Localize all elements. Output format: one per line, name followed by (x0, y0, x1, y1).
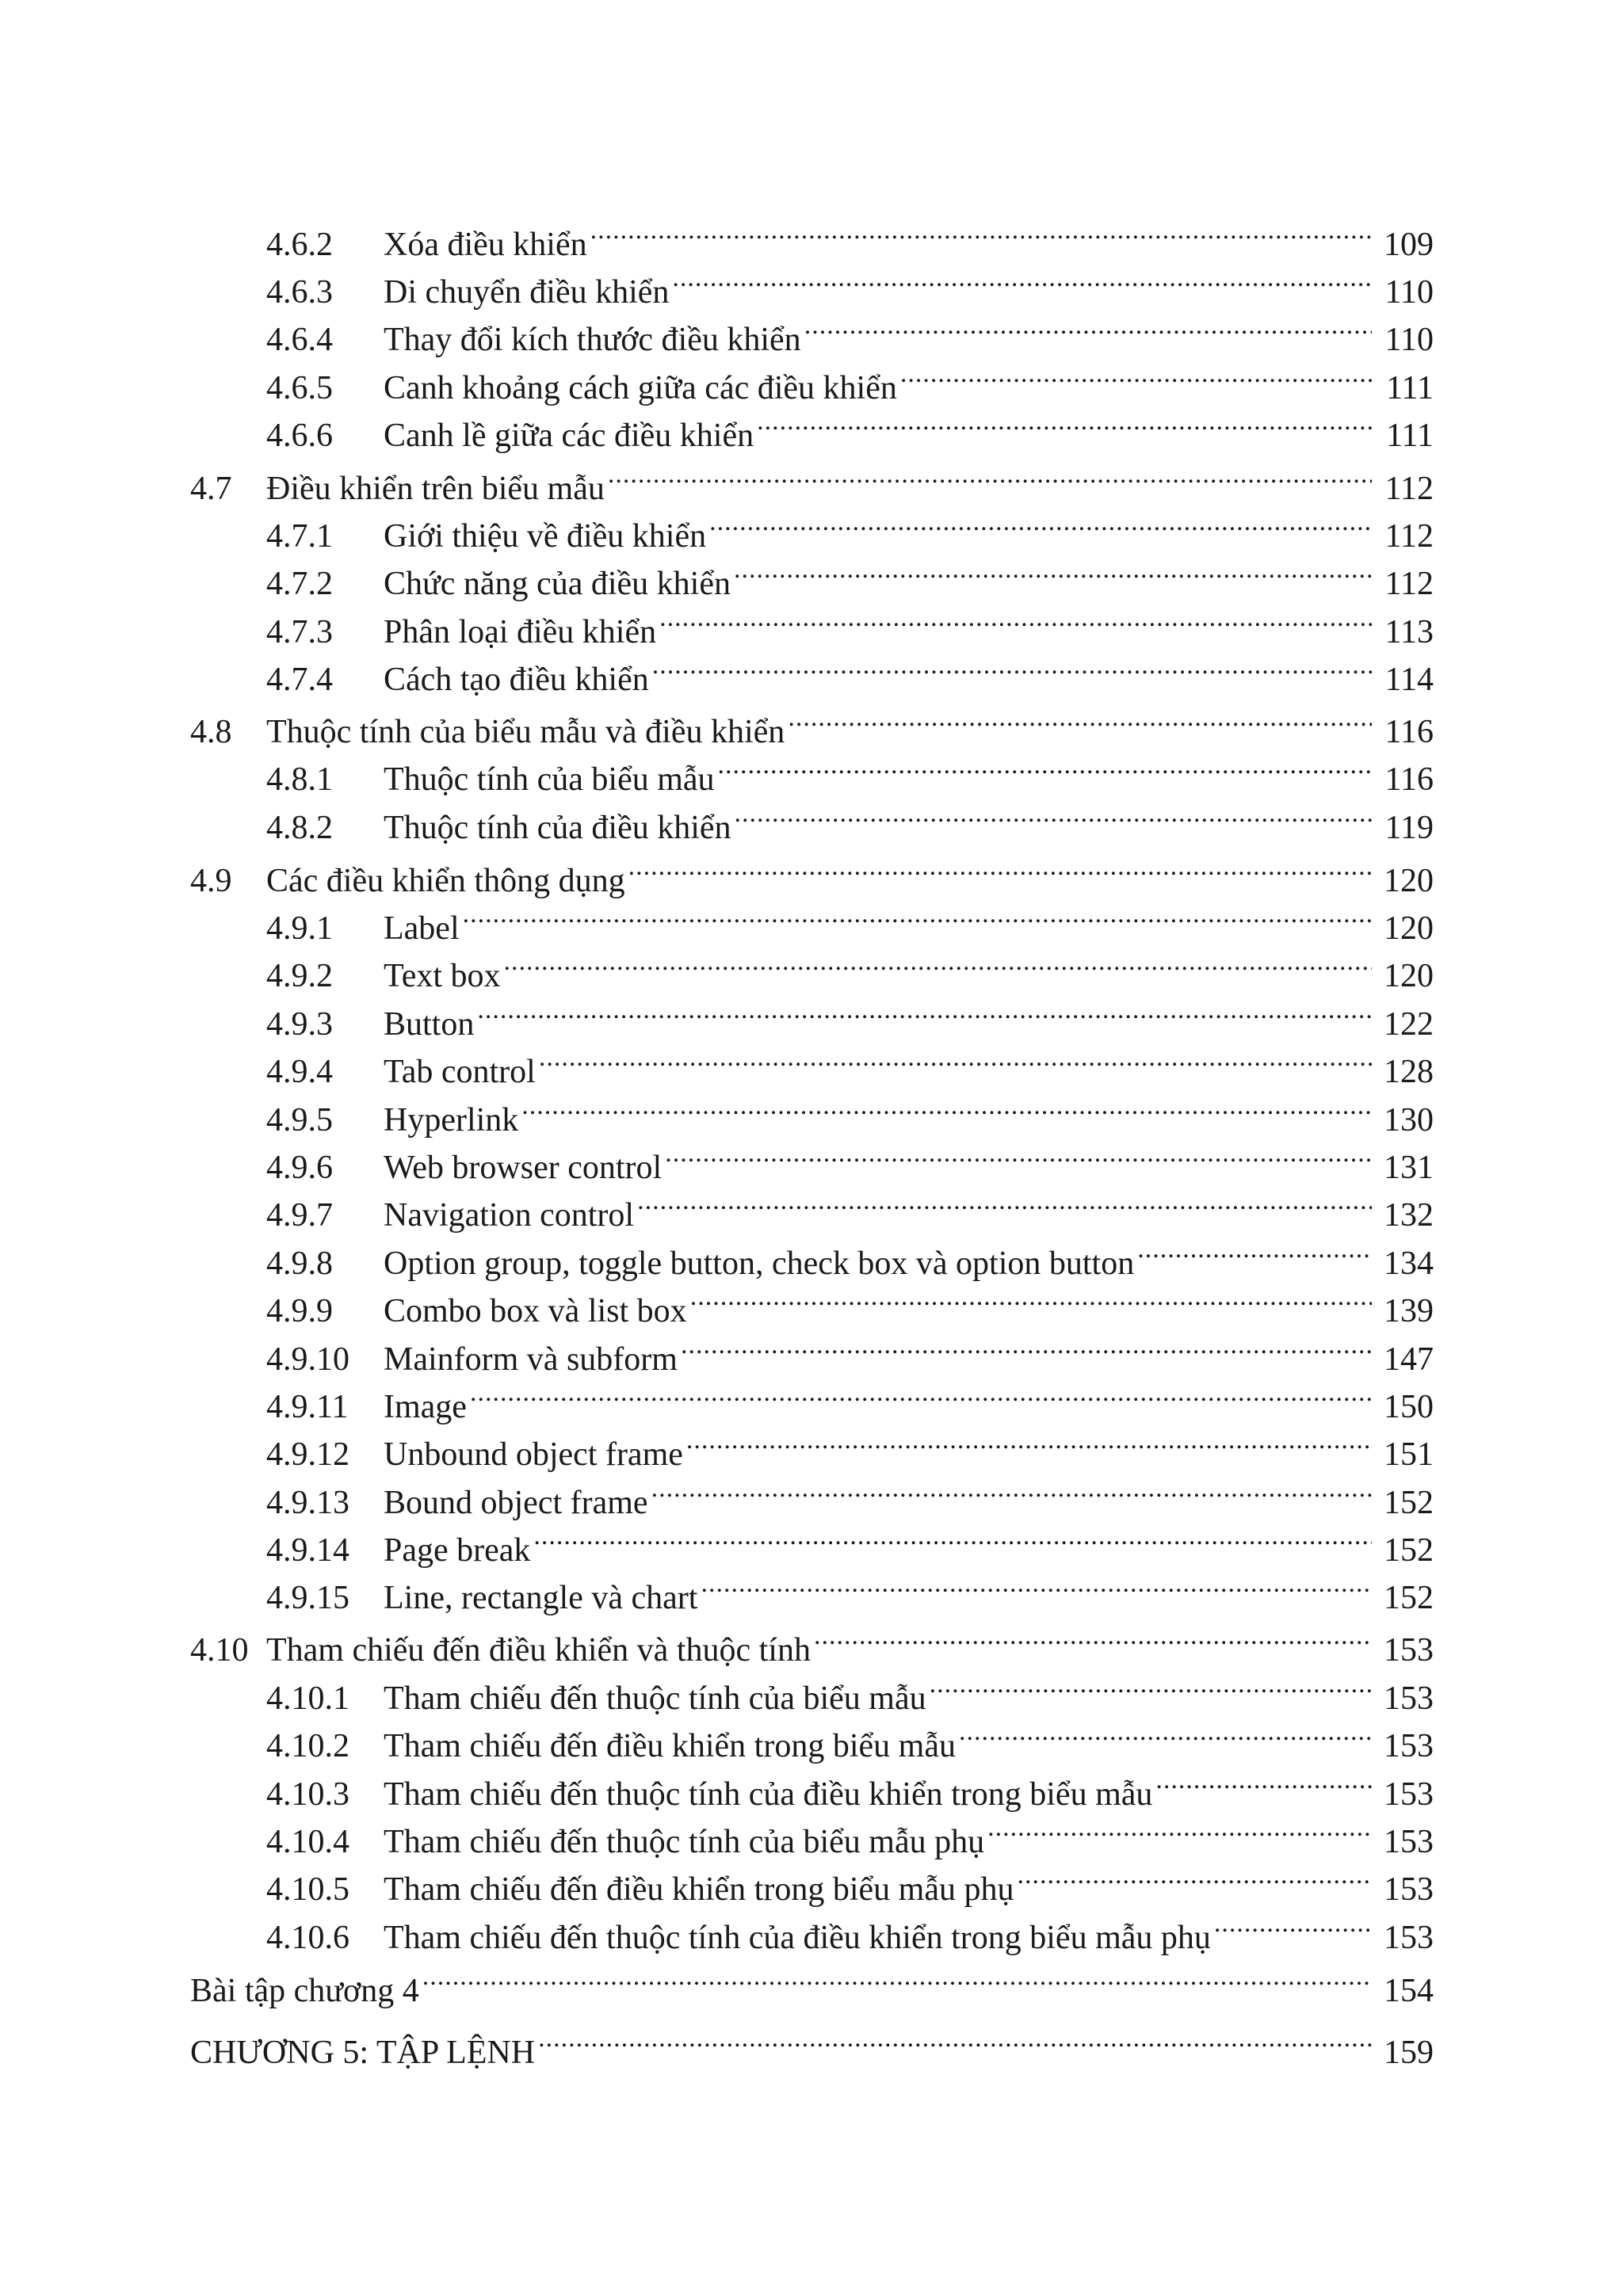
toc-dot-leader (690, 1274, 1372, 1322)
toc-dot-leader (1214, 1901, 1372, 1948)
toc-entry-page-number: 152 (1384, 1532, 1434, 1569)
toc-entry (266, 547, 1434, 602)
toc-entry-number: 4.9 (190, 863, 232, 899)
toc-entry-number: 4.9.5 (266, 1102, 333, 1138)
toc-entry-number: 4.8.1 (266, 761, 333, 798)
toc-entry-page-number: 109 (1384, 227, 1434, 263)
toc-entry-number: 4.9.13 (266, 1485, 349, 1521)
toc-entry-title: Line, rectangle và chart (384, 1580, 698, 1616)
toc-entry-page-number: 119 (1384, 810, 1434, 846)
toc-dot-leader (1137, 1226, 1372, 1274)
toc-dot-leader (757, 399, 1372, 446)
toc-dot-leader (651, 1466, 1372, 1513)
toc-entry-number: 4.6.3 (266, 274, 333, 311)
toc-entry-title: Navigation control (384, 1197, 635, 1234)
toc-entry (266, 1561, 1434, 1616)
toc-dot-leader (628, 844, 1372, 891)
toc-entry-number: 4.7.3 (266, 614, 333, 650)
toc-entry-title: Thuộc tính của điều khiển (384, 810, 731, 846)
toc-entry-page-number: 139 (1384, 1293, 1434, 1329)
toc-entry-title: Option group, toggle button, check box và option button (384, 1245, 1135, 1282)
toc-entry-title: Canh khoảng cách giữa các điều khiển (384, 370, 897, 406)
toc-entry-page-number: 153 (1384, 1920, 1434, 1956)
toc-entry-number: 4.9.2 (266, 958, 333, 994)
toc-dot-leader (788, 695, 1372, 742)
toc-entry-title: Tham chiếu đến điều khiển và thuộc tính (266, 1632, 811, 1669)
toc-entry-page-number: 112 (1384, 566, 1434, 602)
toc-entry-page-number: 153 (1384, 1632, 1434, 1669)
toc-entry-title: Thuộc tính của biểu mẫu và điều khiển (266, 714, 785, 750)
toc-entry (266, 1757, 1434, 1813)
toc-entry-number: 4.8.2 (266, 810, 333, 846)
toc-dot-leader (422, 1954, 1372, 2001)
toc-dot-leader (987, 1805, 1372, 1852)
toc-entry-title: Label (384, 910, 460, 947)
toc-dot-leader (686, 1417, 1372, 1465)
toc-entry-number: 4.9.6 (266, 1150, 333, 1186)
toc-entry-number: 4.6.6 (266, 418, 333, 454)
toc-entry-page-number: 120 (1384, 910, 1434, 947)
toc-entry-page-number: 116 (1384, 714, 1434, 750)
toc-entry-title: Tham chiếu đến thuộc tính của biểu mẫu phụ (384, 1824, 985, 1860)
toc-entry (190, 695, 1434, 750)
toc-entry (266, 351, 1434, 406)
toc-entry-title: Text box (384, 958, 501, 994)
toc-entry (190, 1954, 1434, 2009)
toc-entry (190, 844, 1434, 899)
toc-entry-page-number: 113 (1384, 614, 1434, 650)
toc-entry-title: Bài tập chương 4 (190, 1973, 419, 2009)
toc-dot-leader (681, 1322, 1372, 1370)
toc-entry-page-number: 111 (1386, 418, 1434, 454)
toc-dot-leader (959, 1709, 1372, 1756)
toc-entry-number: 4.6.2 (266, 227, 333, 263)
toc-entry (266, 1901, 1434, 1956)
toc-entry (190, 452, 1434, 507)
toc-dot-leader (701, 1561, 1372, 1608)
toc-entry-title: Button (384, 1006, 475, 1043)
toc-entry-number: 4.9.3 (266, 1006, 333, 1043)
toc-entry-title: Tham chiếu đến điều khiển trong biểu mẫu (384, 1728, 956, 1764)
toc-entry (266, 1417, 1434, 1473)
toc-entry-page-number: 114 (1384, 662, 1434, 698)
toc-entry-number: 4.9.10 (266, 1341, 349, 1378)
toc-entry-title: Mainform và subform (384, 1341, 678, 1378)
toc-entry (266, 742, 1434, 798)
toc-entry (266, 1035, 1434, 1090)
toc-entry-title: Image (384, 1389, 467, 1425)
toc-entry-title: Phân loại điều khiển (384, 614, 657, 650)
toc-entry (266, 1226, 1434, 1282)
toc-entry-page-number: 153 (1384, 1776, 1434, 1813)
toc-entry-title: Canh lề giữa các điều khiển (384, 418, 754, 454)
toc-entry-page-number: 150 (1384, 1389, 1434, 1425)
toc-entry-title: Tham chiếu đến thuộc tính của biểu mẫu (384, 1680, 926, 1717)
toc-entry-page-number: 120 (1384, 958, 1434, 994)
toc-dot-leader (539, 1035, 1372, 1082)
toc-dot-leader (608, 452, 1372, 499)
toc-dot-leader (665, 1131, 1372, 1178)
toc-dot-leader (463, 891, 1372, 939)
toc-dot-leader (709, 499, 1372, 547)
toc-entry-page-number: 116 (1384, 761, 1434, 798)
toc-entry-number: 4.7.4 (266, 662, 333, 698)
toc-entry-number: 4.10.6 (266, 1920, 349, 1956)
toc-dot-leader (659, 595, 1372, 643)
toc-entry-title: Thuộc tính của biểu mẫu (384, 761, 715, 798)
toc-dot-leader (718, 742, 1372, 790)
toc-entry (266, 643, 1434, 698)
toc-entry-number: 4.9.1 (266, 910, 333, 947)
toc-entry-title: Combo box và list box (384, 1293, 687, 1329)
toc-entry-title: Các điều khiển thông dụng (266, 863, 625, 899)
toc-entry-number: 4.6.4 (266, 322, 333, 358)
toc-entry-title: Bound object frame (384, 1485, 648, 1521)
toc-entry-page-number: 111 (1386, 370, 1434, 406)
toc-entry (266, 1852, 1434, 1908)
toc-entry-page-number: 152 (1384, 1580, 1434, 1616)
toc-entry (266, 1805, 1434, 1860)
toc-entry (266, 891, 1434, 947)
toc-entry (190, 2016, 1434, 2071)
toc-entry (266, 1083, 1434, 1138)
toc-dot-leader (734, 547, 1372, 594)
toc-entry-page-number: 110 (1384, 322, 1434, 358)
toc-entry-page-number: 152 (1384, 1485, 1434, 1521)
toc-entry-page-number: 122 (1384, 1006, 1434, 1043)
toc-entry-number: 4.7.2 (266, 566, 333, 602)
toc-entry (266, 208, 1434, 263)
toc-dot-leader (521, 1083, 1372, 1131)
toc-entry (266, 1322, 1434, 1378)
toc-entry (266, 939, 1434, 994)
toc-entry (266, 399, 1434, 454)
toc-entry-title: Web browser control (384, 1150, 663, 1186)
toc-dot-leader (477, 987, 1372, 1035)
toc-entry-page-number: 153 (1384, 1824, 1434, 1860)
toc-entry-title: Hyperlink (384, 1102, 519, 1138)
toc-dot-leader (814, 1613, 1372, 1661)
toc-entry (266, 987, 1434, 1043)
toc-dot-leader (1017, 1852, 1372, 1900)
toc-entry-number: 4.9.12 (266, 1436, 349, 1473)
toc-entry (266, 1178, 1434, 1234)
toc-dot-leader (672, 255, 1372, 303)
toc-entry-page-number: 159 (1384, 2035, 1434, 2071)
toc-entry-number: 4.7 (190, 471, 232, 507)
toc-entry-title: Chức năng của điều khiển (384, 566, 731, 602)
toc-entry (266, 1131, 1434, 1186)
toc-entry-page-number: 134 (1384, 1245, 1434, 1282)
toc-entry-number: 4.10.2 (266, 1728, 349, 1764)
toc-entry-number: 4.10.4 (266, 1824, 349, 1860)
toc-dot-leader (470, 1370, 1372, 1417)
toc-entry-number: 4.9.15 (266, 1580, 349, 1616)
toc-entry-title: Tab control (384, 1054, 536, 1090)
toc-entry (266, 1661, 1434, 1717)
toc-entry (266, 1709, 1434, 1764)
toc-entry-page-number: 130 (1384, 1102, 1434, 1138)
toc-entry (266, 303, 1434, 358)
toc-entry-number: 4.7.1 (266, 518, 333, 555)
toc-entry-title: Cách tạo điều khiển (384, 662, 649, 698)
toc-entry-number: 4.9.9 (266, 1293, 333, 1329)
toc-entry-number: 4.9.7 (266, 1197, 333, 1234)
toc-dot-leader (804, 303, 1372, 350)
toc-entry-title: Di chuyển điều khiển (384, 274, 670, 311)
toc-entry (266, 595, 1434, 650)
toc-dot-leader (637, 1178, 1372, 1226)
toc-dot-leader (652, 643, 1372, 690)
toc-entry-page-number: 151 (1384, 1436, 1434, 1473)
toc-entry (266, 1513, 1434, 1569)
toc-entry-title: Xóa điều khiển (384, 227, 587, 263)
toc-entry-title: Unbound object frame (384, 1436, 683, 1473)
toc-entry-page-number: 153 (1384, 1728, 1434, 1764)
toc-entry (266, 1370, 1434, 1425)
toc-entry-number: 4.9.14 (266, 1532, 349, 1569)
toc-entry-title: Thay đổi kích thước điều khiển (384, 322, 801, 358)
toc-entry-title: Giới thiệu về điều khiển (384, 518, 707, 555)
toc-entry-number: 4.10.3 (266, 1776, 349, 1813)
toc-entry (266, 1466, 1434, 1521)
toc-entry (266, 255, 1434, 311)
toc-entry-title: Tham chiếu đến điều khiển trong biểu mẫu phụ (384, 1871, 1014, 1908)
toc-entry-page-number: 131 (1384, 1150, 1434, 1186)
toc-entry (266, 1274, 1434, 1329)
toc-dot-leader (538, 2016, 1372, 2063)
toc-entry-number: 4.8 (190, 714, 232, 750)
toc-entry-title: Page break (384, 1532, 531, 1569)
toc-entry-number: 4.10 (190, 1632, 249, 1669)
toc-entry-page-number: 153 (1384, 1680, 1434, 1717)
toc-entry-number: 4.9.4 (266, 1054, 333, 1090)
toc-entry-page-number: 154 (1384, 1973, 1434, 2009)
toc-entry-page-number: 153 (1384, 1871, 1434, 1908)
toc-entry-title: CHƯƠNG 5: TẬP LỆNH (190, 2035, 536, 2071)
toc-entry-page-number: 110 (1384, 274, 1434, 311)
toc-dot-leader (930, 1661, 1372, 1709)
toc-entry-page-number: 132 (1384, 1197, 1434, 1234)
toc-entry (266, 499, 1434, 555)
toc-entry-page-number: 112 (1384, 518, 1434, 555)
toc-entry-page-number: 147 (1384, 1341, 1434, 1378)
toc-entry-title: Điều khiển trên biểu mẫu (266, 471, 605, 507)
toc-entry-title: Tham chiếu đến thuộc tính của điều khiển trong biểu mẫu (384, 1776, 1153, 1813)
toc-entry-number: 4.9.11 (266, 1389, 349, 1425)
toc-entry-number: 4.6.5 (266, 370, 333, 406)
toc-entry (266, 791, 1434, 846)
toc-entry-title: Tham chiếu đến thuộc tính của điều khiển trong biểu mẫu phụ (384, 1920, 1211, 1956)
toc-dot-leader (735, 791, 1372, 838)
toc-entry-number: 4.9.8 (266, 1245, 333, 1282)
toc-dot-leader (504, 939, 1372, 986)
toc-dot-leader (1155, 1757, 1372, 1805)
toc-dot-leader (900, 351, 1372, 399)
toc-entry-page-number: 128 (1384, 1054, 1434, 1090)
toc-entry (190, 1613, 1434, 1669)
toc-dot-leader (590, 208, 1372, 255)
toc-entry-number: 4.10.1 (266, 1680, 349, 1717)
toc-entry-page-number: 120 (1384, 863, 1434, 899)
toc-entry-page-number: 112 (1384, 471, 1434, 507)
toc-entry-number: 4.10.5 (266, 1871, 349, 1908)
toc-dot-leader (533, 1513, 1372, 1561)
